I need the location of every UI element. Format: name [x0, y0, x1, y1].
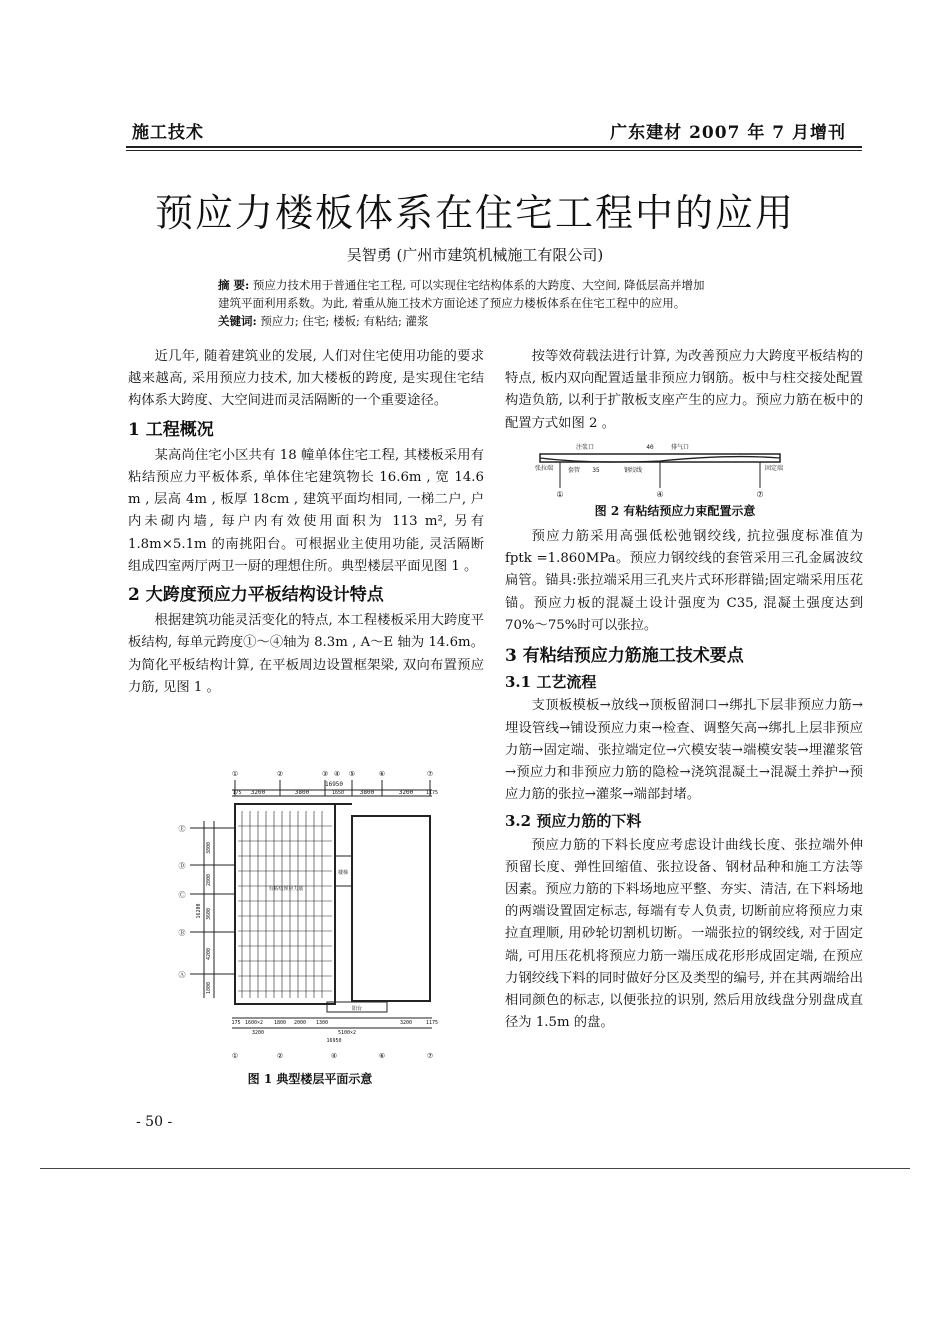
- author-line: 吴智勇 (广州市建筑机械施工有限公司): [346, 246, 604, 264]
- fig1-left-dim: 3600: [206, 907, 212, 921]
- fig1-bot-dim: 5100×2: [337, 1030, 357, 1036]
- keywords-label: 关键词:: [218, 314, 257, 328]
- header-rule-thin: [126, 150, 862, 151]
- fig1-axis-6: ⑥: [378, 770, 386, 778]
- header-rule: [126, 146, 862, 148]
- fig1-top-dim: 3200: [250, 789, 266, 796]
- fig1-bottom-axis-7: ⑦: [426, 1052, 434, 1060]
- fig1-room-label: 有粘结预应力筋: [268, 886, 304, 892]
- fig1-balcony-label: 阳台: [351, 1006, 363, 1012]
- fig2-label: 40: [646, 444, 654, 451]
- fig2-label: 35: [592, 467, 600, 474]
- fig1-bottom-axis-2: ②: [276, 1052, 284, 1060]
- fig1-bottom-axis-4: ④: [330, 1052, 338, 1060]
- fig1-top-total: 16950: [324, 781, 344, 788]
- abstract: [218, 276, 778, 330]
- section-2-heading: 2 大跨度预应力平板结构设计特点: [128, 585, 384, 606]
- fig1-stair-label: 楼梯: [337, 870, 349, 876]
- abstract-line-2: 建筑平面利用系数。为此, 着重从施工技术方面论述了预应力楼板体系在住宅工程中的应用。: [218, 296, 686, 310]
- intro-paragraph: 近几年, 随着建筑业的发展, 人们对住宅使用功能的要求越来越高, 采用预应力技术, 加大楼板的跨度, 是实现住宅结构体系大跨度、大空间进而灵活隔断的一个重要途径。: [128, 349, 484, 409]
- fig1-axis-E: Ⓔ: [178, 825, 186, 833]
- fig2-axis-4: ④: [656, 490, 664, 499]
- right-paragraph-1: 按等效荷载法进行计算, 为改善预应力大跨度平板结构的特点, 板内双向配置适量非预应力钢筋。板中与柱交接处配置构造负筋, 以利于扩散板支座产生的应力。预应力筋在板中的配置方式如图 2 。: [505, 349, 863, 431]
- section-3-2-text: 预应力筋的下料长度应考虑设计曲线长度、张拉端外伸预留长度、弹性回缩值、张拉设备、钢材品种和施工方法等因素。预应力筋的下料场地应平整、夯实、清洁, 在下料场地的两端设置固定标志, 每端有专人负责, 切断前应将预应力束拉直理顺, 用砂轮切割机切断。一端张拉的钢绞线, 对于固定端, 可用压花机将预应力筋一端压成花形形成固定端, 在预应力钢绞线下料的同时做好分区及类型的编号, 并在其两端给出相同颜色的标志, 以便张拉的识别, 然后用放线盘分别盘成直径为 1.5m 的盘。: [505, 837, 863, 1031]
- fig1-axis-3: ③: [321, 770, 329, 778]
- right-column-top: [505, 346, 863, 435]
- fig1-axis-2: ②: [276, 770, 284, 778]
- fig2-axis-1: ①: [556, 490, 564, 499]
- fig1-top-dim: 3200: [398, 789, 414, 796]
- fig1-left-dim: 1800: [206, 981, 212, 995]
- journal-label: 广东建材 2007 年 7 月增刊: [610, 123, 846, 143]
- fig2-axis-7: ⑦: [756, 490, 764, 499]
- fig1-top-dim: 175: [232, 790, 242, 796]
- left-column: [128, 346, 484, 699]
- section-label: 施工技术: [132, 123, 204, 143]
- fig1-bot-sub: 3200: [251, 1030, 265, 1036]
- fig1-bot-dim: 1800: [273, 1020, 287, 1026]
- fig1-bot-total: 16950: [326, 1038, 342, 1044]
- fig1-axis-A: Ⓐ: [178, 971, 186, 979]
- fig1-top-dim: 3800: [294, 789, 310, 796]
- fig1-top-dim: 1175: [425, 790, 439, 796]
- fig1-bot-dim: 1300: [315, 1020, 329, 1026]
- fig1-bottom-axis-6: ⑥: [378, 1052, 386, 1060]
- keywords: 预应力; 住宅; 楼板; 有粘结; 灌浆: [260, 314, 429, 328]
- section-1-heading: 1 工程概况: [128, 419, 214, 440]
- fig2-label: 注浆口: [575, 444, 595, 451]
- right-column-bottom: [505, 526, 863, 1034]
- fig1-axis-4: ④: [333, 770, 341, 778]
- section-1-text: 某高尚住宅小区共有 18 幢单体住宅工程, 其楼板采用有粘结预应力平板体系, 单体住宅建筑物长 16.6m , 宽 14.6 m , 层高 4m , 板厚 18cm , 建筑平面均相同, 一梯二户, 户内未砌内墙, 每户内有效使用面积为 113 m², 另有 1.8m×5.1m 的南挑阳台。可根据业主使用功能, 灵活隔断组成四室两厅两卫一厨的理想住所。典型楼层平面见图 1 。: [128, 447, 484, 574]
- fig1-left-dim: 2800: [206, 873, 212, 887]
- figure-1-floor-plan: [162, 766, 452, 1066]
- fig1-top-dim: 1650: [331, 790, 345, 796]
- fig2-label: 套管: [567, 467, 581, 474]
- fig1-bottom-axis-1: ①: [231, 1052, 239, 1060]
- bottom-rule: [40, 1168, 910, 1169]
- figure-2-caption: 图 2 有粘结预应力束配置示意: [594, 504, 756, 518]
- paper-title: 预应力楼板体系在住宅工程中的应用: [154, 191, 795, 235]
- fig2-label: 排气口: [670, 444, 690, 451]
- fig1-bot-dim: 3200: [399, 1020, 413, 1026]
- fig1-bot-dim: 2000: [293, 1020, 307, 1026]
- abstract-label: 摘 要:: [218, 278, 250, 292]
- fig1-axis-B: Ⓑ: [178, 929, 186, 937]
- right-paragraph-2: 预应力筋采用高强低松弛钢绞线, 抗拉强度标准值为 fptk =1.860MPa。预应力钢绞线的套管采用三孔金属波纹扁管。锚具:张拉端采用三孔夹片式环形群锚;固定端采用压花锚。预应力板的混凝土设计强度为 C35, 混凝土强度达到 70%～75%时可以张拉。: [505, 529, 863, 633]
- fig2-label: 钢绞线: [623, 467, 643, 474]
- section-3-heading: 3 有粘结预应力筋施工技术要点: [505, 646, 744, 667]
- section-3-1-heading: 3.1 工艺流程: [505, 673, 597, 692]
- fig1-left-total: 16200: [196, 903, 202, 919]
- section-3-1-text: 支顶板模板→放线→顶板留洞口→绑扎下层非预应力筋→埋设管线→铺设预应力束→检查、调整矢高→绑扎上层非预应力筋→固定端、张拉端定位→穴模安装→端模安装→埋灌浆管→预应力和非预应力筋的隐检→浇筑混凝土→混凝土养护→预应力筋的张拉→灌浆→端部封堵。: [505, 698, 863, 803]
- page-number: - 50 -: [136, 1114, 173, 1130]
- fig1-bot-dim: 175: [231, 1020, 241, 1026]
- section-3-2-heading: 3.2 预应力筋的下料: [505, 812, 642, 831]
- fig2-label: 张拉端: [534, 465, 554, 472]
- fig1-axis-D: Ⓓ: [178, 862, 186, 870]
- fig1-axis-7: ⑦: [426, 770, 434, 778]
- fig1-left-dim: 3800: [206, 841, 212, 855]
- fig1-axis-C: Ⓒ: [178, 891, 186, 899]
- fig1-bot-dim: 1175: [425, 1020, 439, 1026]
- figure-2-tendon-layout: [530, 440, 800, 500]
- fig1-axis-5: ⑤: [348, 770, 356, 778]
- fig1-top-dim: 3800: [359, 789, 375, 796]
- abstract-line-1: 预应力技术用于普通住宅工程, 可以实现住宅结构体系的大跨度、大空间, 降低层高并增加: [252, 278, 705, 292]
- fig1-axis-1: ①: [231, 770, 239, 778]
- section-2-text: 根据建筑功能灵活变化的特点, 本工程楼板采用大跨度平板结构, 每单元跨度①～④轴为 8.3m , A～E 轴为 14.6m。为简化平板结构计算, 在平板周边设置框架梁, 双向布置预应力筋, 见图 1 。: [128, 613, 484, 695]
- fig1-left-dim: 4200: [206, 947, 212, 961]
- fig1-bot-dim: 1600×2: [244, 1020, 264, 1026]
- figure-1-caption: 图 1 典型楼层平面示意: [247, 1072, 373, 1086]
- fig2-label: 固定端: [764, 465, 784, 472]
